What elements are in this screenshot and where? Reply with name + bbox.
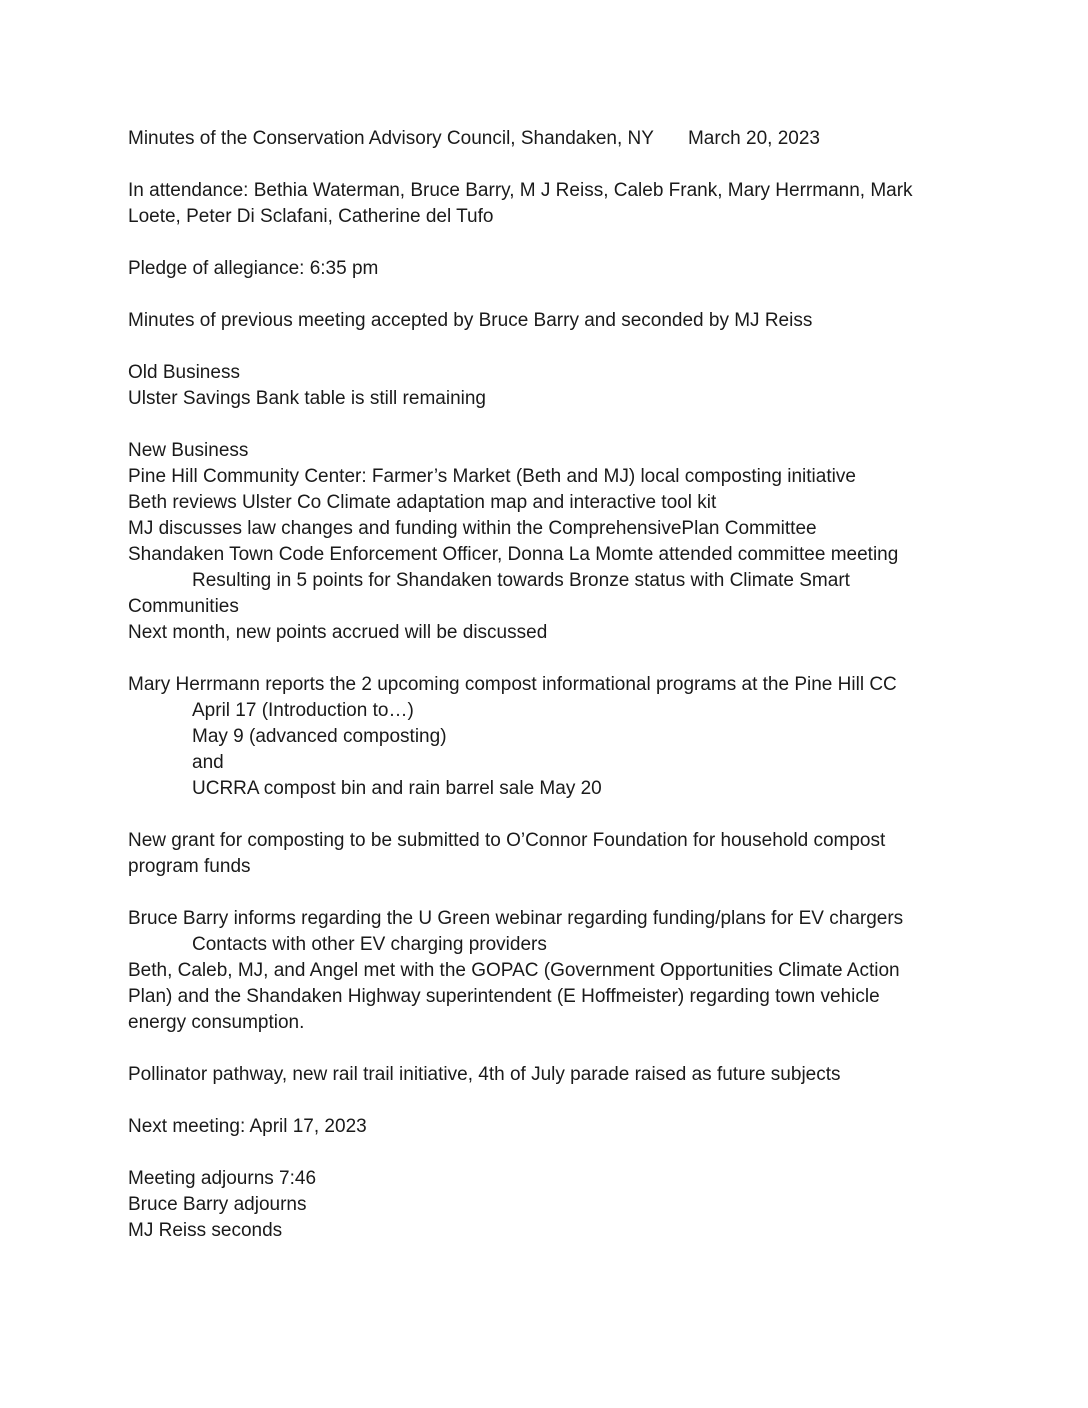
old-business-heading: Old Business [128, 362, 240, 383]
ev-line-4: Plan) and the Shandaken Highway superintendent (E Hoffmeister) regarding town vehicle [128, 986, 880, 1007]
compost-program-item: UCRRA compost bin and rain barrel sale May 20 [192, 778, 602, 799]
new-business-line-indented: Resulting in 5 points for Shandaken towards Bronze status with Climate Smart [192, 570, 850, 591]
ev-line-2: Contacts with other EV charging providers [192, 934, 547, 955]
compost-program-item: and [192, 752, 224, 773]
ev-line-1: Bruce Barry informs regarding the U Green webinar regarding funding/plans for EV chargers [128, 908, 904, 929]
compost-program-item: May 9 (advanced composting) [192, 726, 447, 747]
previous-minutes-line: Minutes of previous meeting accepted by Bruce Barry and seconded by MJ Reiss [128, 310, 813, 331]
attendance-line-1: In attendance: Bethia Waterman, Bruce Barry, M J Reiss, Caleb Frank, Mary Herrmann, Mark [128, 180, 913, 201]
grant-line-2: program funds [128, 856, 251, 877]
new-business-line: Next month, new points accrued will be discussed [128, 622, 548, 643]
adjournment-line-1: Meeting adjourns 7:46 [128, 1168, 317, 1189]
pledge-line: Pledge of allegiance: 6:35 pm [128, 258, 379, 279]
attendance-line-2: Loete, Peter Di Sclafani, Catherine del Tufo [128, 206, 494, 227]
ev-line-5: energy consumption. [128, 1012, 305, 1033]
future-subjects-line: Pollinator pathway, new rail trail initiative, 4th of July parade raised as future subjects [128, 1064, 841, 1085]
new-business-line: MJ discusses law changes and funding within the ComprehensivePlan Committee [128, 518, 817, 539]
grant-line-1: New grant for composting to be submitted to O’Connor Foundation for household compost [128, 830, 886, 851]
compost-program-item: April 17 (Introduction to…) [192, 700, 414, 721]
next-meeting-line: Next meeting: April 17, 2023 [128, 1116, 367, 1137]
adjournment-line-2: Bruce Barry adjourns [128, 1194, 307, 1215]
ev-line-3: Beth, Caleb, MJ, and Angel met with the GOPAC (Government Opportunities Climate Action [128, 960, 900, 981]
new-business-heading: New Business [128, 440, 249, 461]
document-title-line [128, 126, 820, 152]
new-business-line: Beth reviews Ulster Co Climate adaptation map and interactive tool kit [128, 492, 717, 513]
old-business-item: Ulster Savings Bank table is still remaining [128, 388, 486, 409]
compost-programs-intro: Mary Herrmann reports the 2 upcoming compost informational programs at the Pine Hill CC [128, 674, 897, 695]
new-business-line: Shandaken Town Code Enforcement Officer, Donna La Momte attended committee meeting [128, 544, 899, 565]
new-business-line: Communities [128, 596, 239, 617]
new-business-line: Pine Hill Community Center: Farmer’s Market (Beth and MJ) local composting initiative [128, 466, 856, 487]
adjournment-line-3: MJ Reiss seconds [128, 1220, 283, 1241]
document-title: Minutes of the Conservation Advisory Council, Shandaken, NY [128, 128, 654, 149]
meeting-date: March 20, 2023 [687, 128, 820, 149]
